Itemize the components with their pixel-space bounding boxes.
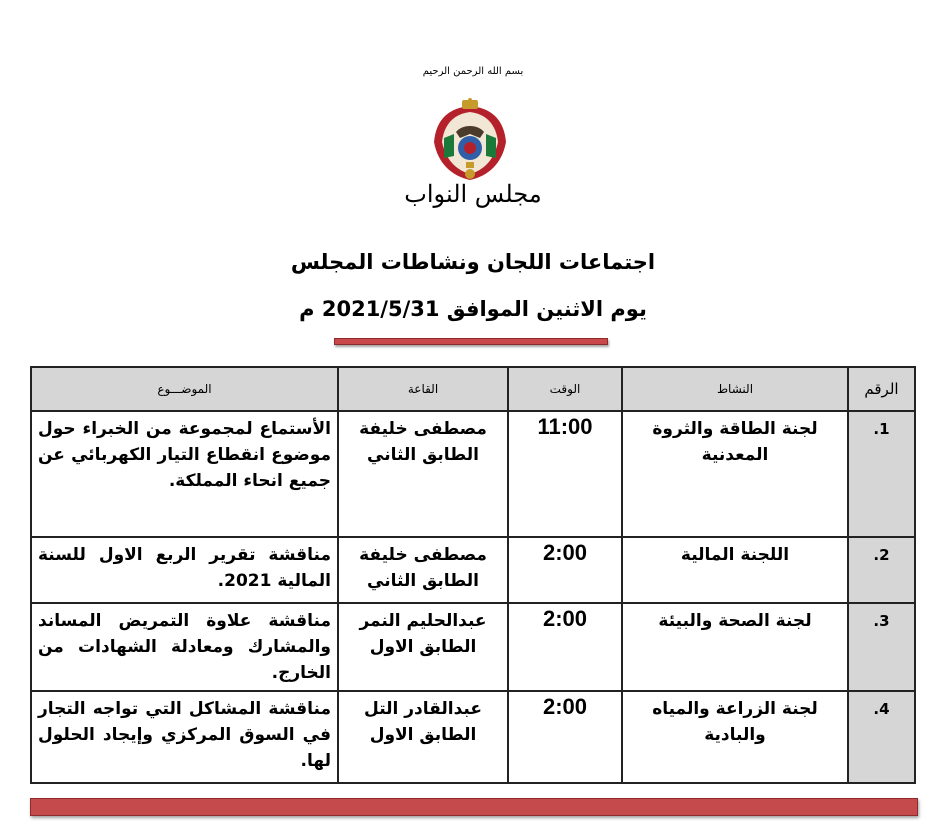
table-header-row (31, 367, 915, 411)
row-activity: لجنة الطاقة والثروة المعدنية (622, 411, 848, 537)
row-topic: مناقشة علاوة التمريض المساند والمشارك ومعادلة الشهادات من الخارج. (31, 603, 338, 691)
row-hall: مصطفى خليفة الطابق الثاني (338, 411, 508, 537)
row-hall: مصطفى خليفة الطابق الثاني (338, 537, 508, 603)
row-hall: عبدالحليم النمر الطابق الاول (338, 603, 508, 691)
header-hall: القاعة (338, 367, 508, 411)
schedule-table (30, 366, 916, 784)
row-time: 2:00 (508, 691, 622, 783)
row-number: 1. (848, 411, 915, 537)
title-underline-rule (334, 338, 608, 345)
row-time: 2:00 (508, 537, 622, 603)
header-activity: النشاط (622, 367, 848, 411)
table-row (31, 537, 915, 603)
row-topic: الأستماع لمجموعة من الخبراء حول موضوع انقطاع التيار الكهربائي عن جميع انحاء المملكة. (31, 411, 338, 537)
row-activity: اللجنة المالية (622, 537, 848, 603)
row-number: 3. (848, 603, 915, 691)
jordan-coat-of-arms-icon (428, 98, 512, 184)
header-number: الرقم (848, 367, 915, 411)
table-row (31, 603, 915, 691)
row-activity: لجنة الزراعة والمياه والبادية (622, 691, 848, 783)
council-name-logotype: مجلس النواب (404, 180, 542, 208)
row-time: 2:00 (508, 603, 622, 691)
header-time: الوقت (508, 367, 622, 411)
row-time: 11:00 (508, 411, 622, 537)
footer-rule (30, 798, 918, 816)
row-number: 2. (848, 537, 915, 603)
row-number: 4. (848, 691, 915, 783)
basmala: بسم الله الرحمن الرحيم (422, 66, 524, 77)
table-row (31, 411, 915, 537)
date-line: يوم الاثنين الموافق 2021/5/31 م (299, 297, 647, 321)
row-activity: لجنة الصحة والبيئة (622, 603, 848, 691)
row-topic: مناقشة المشاكل التي تواجه التجار في السوق المركزي وإيجاد الحلول لها. (31, 691, 338, 783)
page-title: اجتماعات اللجان ونشاطات المجلس (290, 250, 656, 274)
header-topic: الموضـــوع (31, 367, 338, 411)
row-hall: عبدالقادر التل الطابق الاول (338, 691, 508, 783)
table-row (31, 691, 915, 783)
row-topic: مناقشة تقرير الربع الاول للسنة المالية 2021. (31, 537, 338, 603)
